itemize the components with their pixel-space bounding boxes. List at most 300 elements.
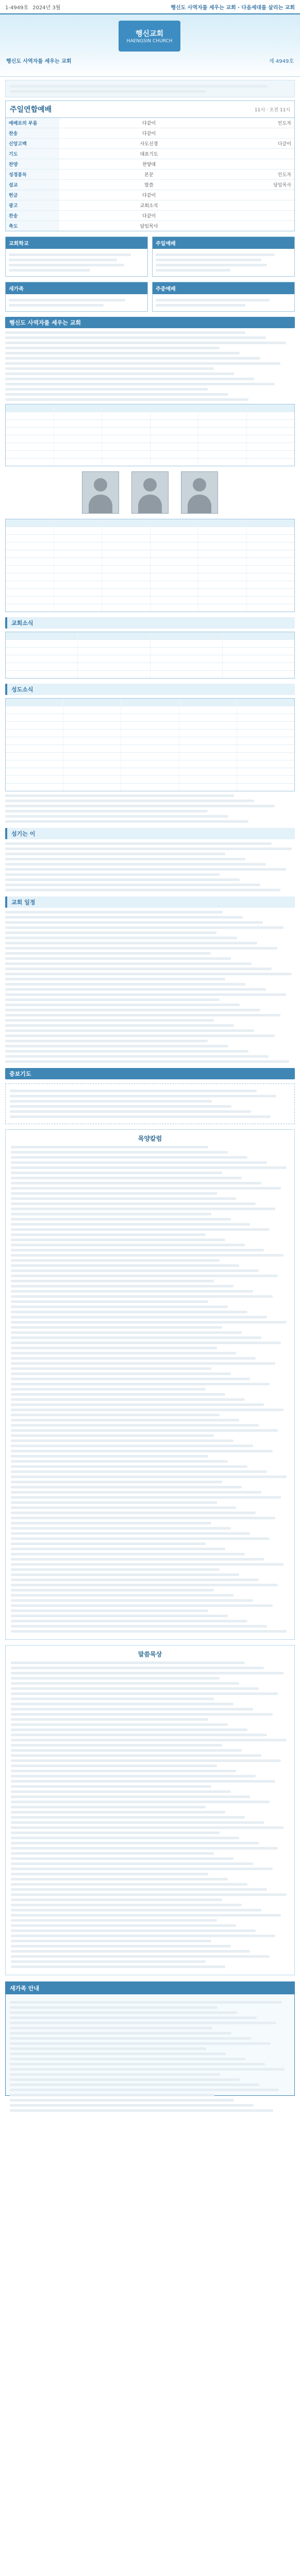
text-line xyxy=(10,2032,231,2035)
worship-row-who: 담임목사 xyxy=(273,183,291,188)
table-cell xyxy=(6,581,54,588)
table-row xyxy=(6,753,294,760)
text-line xyxy=(5,820,248,823)
text-line xyxy=(11,1857,234,1860)
worship-row-who xyxy=(239,159,294,169)
table-cell xyxy=(179,745,237,752)
table-cell xyxy=(6,451,54,458)
table-cell xyxy=(6,655,78,663)
table-cell xyxy=(6,706,63,714)
text-line xyxy=(11,1904,242,1906)
worship-row-label: 신앙고백 xyxy=(6,139,59,148)
table-row xyxy=(6,558,294,566)
table-row xyxy=(6,745,294,753)
text-line xyxy=(5,1035,275,1037)
table-cell xyxy=(78,663,150,670)
table-cell xyxy=(247,604,295,612)
table-cell xyxy=(237,784,294,791)
table-cell xyxy=(63,714,121,721)
table-cell xyxy=(198,581,247,588)
text-line xyxy=(10,2058,245,2060)
news-table xyxy=(5,632,295,679)
table-cell xyxy=(6,640,78,647)
table-cell xyxy=(223,648,294,655)
table-cell xyxy=(54,519,103,527)
table-cell xyxy=(151,558,199,565)
table-cell xyxy=(151,550,199,557)
members-table xyxy=(5,698,295,791)
table-cell xyxy=(54,527,103,534)
text-line xyxy=(10,2006,218,2009)
text-line xyxy=(10,2083,259,2086)
text-line xyxy=(11,1269,259,1272)
text-line xyxy=(11,1749,242,1752)
church-slogan: 행신도 사역자를 세우는 교회 · 다음세대를 살리는 교회 xyxy=(171,5,295,11)
table-cell xyxy=(6,671,78,678)
text-line xyxy=(11,1285,234,1287)
text-line xyxy=(5,794,234,797)
table-row xyxy=(6,566,294,573)
sunday-worship-title: 주일예배 xyxy=(153,237,294,249)
table-cell xyxy=(223,655,294,663)
table-cell xyxy=(78,632,150,639)
table-cell xyxy=(121,714,179,721)
table-cell xyxy=(54,404,103,412)
table-cell xyxy=(237,745,294,752)
table-cell xyxy=(54,451,103,458)
table-cell xyxy=(102,566,151,573)
table-cell xyxy=(247,581,295,588)
table-cell xyxy=(247,558,295,565)
text-line xyxy=(11,1378,250,1380)
text-line xyxy=(10,2022,276,2024)
worship-row-label: 찬양 xyxy=(6,159,59,169)
table-cell xyxy=(151,648,223,655)
text-line xyxy=(11,1161,267,1164)
text-line xyxy=(5,367,214,370)
members-text xyxy=(5,794,295,823)
text-line xyxy=(10,2063,265,2065)
text-line xyxy=(5,800,254,802)
text-line xyxy=(10,1100,212,1103)
text-line xyxy=(5,873,220,876)
table-cell xyxy=(54,573,103,581)
text-line xyxy=(11,1620,247,1622)
text-line xyxy=(11,1609,208,1612)
table-cell xyxy=(151,543,199,550)
text-line xyxy=(11,1672,284,1674)
text-line xyxy=(11,1770,236,1772)
text-line xyxy=(11,1393,225,1396)
text-line xyxy=(10,2073,220,2076)
table-cell xyxy=(102,604,151,612)
meditation-title: 말씀묵상 xyxy=(138,1651,162,1658)
text-line xyxy=(11,1832,220,1834)
table-cell xyxy=(6,784,63,791)
worship-row xyxy=(6,128,294,139)
text-line xyxy=(11,1965,225,1968)
table-cell xyxy=(237,730,294,737)
table-cell xyxy=(63,760,121,768)
table-cell xyxy=(121,776,179,783)
table-cell xyxy=(198,404,247,412)
text-line xyxy=(11,1280,214,1282)
schedule-section-title: 교회 일정 xyxy=(5,896,295,908)
text-line xyxy=(5,993,286,996)
text-line xyxy=(11,1553,245,1555)
text-line xyxy=(11,1801,270,1803)
text-line xyxy=(11,1739,287,1741)
table-cell xyxy=(54,589,103,596)
text-line xyxy=(5,815,228,818)
table-cell xyxy=(237,737,294,744)
text-line xyxy=(10,2099,234,2102)
text-line xyxy=(5,968,272,970)
worship-row-label: 광고 xyxy=(6,200,59,210)
table-cell xyxy=(54,550,103,557)
text-line xyxy=(11,1244,245,1246)
table-cell xyxy=(102,573,151,581)
table-cell xyxy=(198,443,247,450)
worship-row-value: 다같이 xyxy=(142,131,156,137)
text-line xyxy=(10,2042,271,2045)
table-cell xyxy=(151,459,199,466)
text-line xyxy=(10,2011,237,2014)
text-line xyxy=(11,1765,217,1767)
sunday-worship-box xyxy=(152,236,295,277)
text-line xyxy=(11,1878,228,1880)
table-cell xyxy=(102,527,151,534)
table-cell xyxy=(78,671,150,678)
table-cell xyxy=(151,573,199,581)
text-line xyxy=(11,1476,287,1478)
text-line xyxy=(11,1223,250,1226)
text-line xyxy=(5,931,216,934)
table-cell xyxy=(151,404,199,412)
text-line xyxy=(11,1192,217,1195)
table-cell xyxy=(102,443,151,450)
table-cell xyxy=(102,459,151,466)
text-line xyxy=(11,1899,222,1901)
issue-number: 1-4949호 xyxy=(5,5,29,11)
text-line xyxy=(11,1811,225,1814)
table-row xyxy=(6,722,294,730)
worship-row xyxy=(6,118,294,128)
table-cell xyxy=(198,519,247,527)
table-cell xyxy=(151,519,199,527)
table-cell xyxy=(6,776,63,783)
text-line xyxy=(11,1228,270,1231)
table-cell xyxy=(54,435,103,443)
worship-row-label: 찬송 xyxy=(6,211,59,221)
table-cell xyxy=(151,451,199,458)
text-line xyxy=(11,1434,214,1437)
text-line xyxy=(11,1512,256,1514)
worship-row-value: 교회소식 xyxy=(140,204,158,209)
text-line xyxy=(11,1785,211,1788)
worship-row-value: 사도신경 xyxy=(140,142,158,147)
text-line xyxy=(11,1439,234,1442)
text-line xyxy=(11,1233,206,1236)
text-line xyxy=(11,1914,281,1917)
issue-date: 2024년 3월 xyxy=(32,5,61,11)
table-cell xyxy=(6,519,54,527)
text-line xyxy=(11,1321,287,1324)
text-line xyxy=(11,1409,284,1411)
text-line xyxy=(10,2109,273,2112)
table-cell xyxy=(63,776,121,783)
table-cell xyxy=(54,604,103,612)
text-line xyxy=(5,1060,289,1063)
worship-row xyxy=(6,180,294,190)
text-line xyxy=(11,1290,253,1293)
text-line xyxy=(11,1506,236,1509)
text-line xyxy=(11,1517,275,1519)
text-line xyxy=(5,342,286,344)
table-header-row xyxy=(6,699,294,706)
text-line xyxy=(11,1537,270,1540)
news-section-title: 교회소식 xyxy=(5,617,295,629)
text-line xyxy=(10,1095,276,1097)
table-cell xyxy=(198,535,247,542)
text-line xyxy=(5,331,245,334)
text-line xyxy=(10,2089,279,2091)
table-cell xyxy=(121,737,179,744)
text-line xyxy=(11,1703,234,1705)
text-line xyxy=(11,1868,273,1870)
table-cell xyxy=(6,566,54,573)
table-cell xyxy=(6,527,54,534)
table-cell xyxy=(78,640,150,647)
text-line xyxy=(5,937,237,939)
table-cell xyxy=(237,768,294,775)
table-row xyxy=(6,459,294,466)
pastor-photo-3 xyxy=(181,471,218,514)
text-line xyxy=(10,2047,206,2050)
table-cell xyxy=(237,714,294,721)
text-line xyxy=(5,352,240,354)
table-cell xyxy=(78,655,150,663)
table-cell xyxy=(102,404,151,412)
worship-row xyxy=(6,159,294,170)
schedule-text xyxy=(5,911,295,1063)
table-cell xyxy=(6,443,54,450)
text-line xyxy=(5,1014,280,1016)
table-cell xyxy=(102,550,151,557)
table-cell xyxy=(247,535,295,542)
table-cell xyxy=(6,459,54,466)
text-line xyxy=(11,1543,206,1545)
text-line xyxy=(11,1208,275,1210)
table-cell xyxy=(151,535,199,542)
table-cell xyxy=(102,420,151,427)
table-cell xyxy=(198,451,247,458)
worship-row-value: 말씀 xyxy=(144,183,154,188)
text-line xyxy=(11,1481,222,1483)
text-line xyxy=(11,1342,281,1344)
text-line xyxy=(11,1888,267,1891)
table-row xyxy=(6,663,294,671)
table-cell xyxy=(247,404,295,412)
table-cell xyxy=(63,745,121,752)
table-cell xyxy=(102,519,151,527)
text-line xyxy=(5,393,228,396)
text-line xyxy=(11,1460,228,1463)
table-cell xyxy=(151,597,199,604)
text-line xyxy=(5,842,272,845)
table-cell xyxy=(6,420,54,427)
table-cell xyxy=(54,543,103,550)
text-line xyxy=(5,1029,254,1032)
table-cell xyxy=(198,589,247,596)
column-article xyxy=(5,1129,295,1640)
text-line xyxy=(5,1024,234,1027)
table-cell xyxy=(54,597,103,604)
table-cell xyxy=(6,597,54,604)
church-logo xyxy=(119,21,180,52)
worship-row-label: 헌금 xyxy=(6,190,59,200)
text-line xyxy=(11,1218,231,1221)
table-cell xyxy=(6,535,54,542)
text-line xyxy=(11,1790,231,1793)
prayer-section-title: 중보기도 xyxy=(5,1068,295,1079)
worship-row-value: 본문 xyxy=(144,173,154,178)
text-line xyxy=(5,921,263,924)
worship-row-value: 다같이 xyxy=(142,193,156,198)
table-cell xyxy=(63,730,121,737)
table-cell xyxy=(6,768,63,775)
text-line xyxy=(11,1744,222,1747)
text-line xyxy=(11,1558,264,1561)
text-line xyxy=(5,889,280,891)
text-line xyxy=(11,1146,208,1148)
table-row xyxy=(6,451,294,459)
text-line xyxy=(11,1826,284,1829)
table-cell xyxy=(151,581,199,588)
worship-row-who xyxy=(239,200,294,210)
banner-motto: 행신도 사역자를 세우는 교회 xyxy=(6,59,72,64)
table-cell xyxy=(121,722,179,729)
text-line xyxy=(11,1424,259,1427)
text-line xyxy=(11,1336,261,1339)
table-cell xyxy=(6,404,54,412)
table-cell xyxy=(237,699,294,706)
table-cell xyxy=(237,722,294,729)
text-line xyxy=(11,1594,234,1597)
text-line xyxy=(11,1677,220,1680)
worship-row-who xyxy=(239,211,294,221)
staff-table xyxy=(5,519,295,612)
worship-row xyxy=(6,200,294,211)
top-strip xyxy=(0,0,300,14)
text-line xyxy=(11,1589,214,1591)
table-cell xyxy=(6,753,63,760)
table-row xyxy=(6,597,294,604)
table-cell xyxy=(151,428,199,435)
table-cell xyxy=(6,412,54,419)
table-cell xyxy=(247,550,295,557)
text-line xyxy=(11,1630,287,1633)
table-cell xyxy=(179,706,237,714)
worship-row-who xyxy=(239,190,294,200)
table-row xyxy=(6,760,294,768)
table-cell xyxy=(247,589,295,596)
text-line xyxy=(11,1713,273,1716)
text-line xyxy=(5,926,284,929)
text-line xyxy=(5,858,245,860)
text-line xyxy=(5,372,234,375)
table-cell xyxy=(247,420,295,427)
table-cell xyxy=(179,776,237,783)
text-line xyxy=(11,1698,214,1700)
table-cell xyxy=(102,535,151,542)
table-cell xyxy=(6,543,54,550)
worship-row xyxy=(6,149,294,159)
text-line xyxy=(11,1403,264,1406)
text-line xyxy=(10,1105,231,1108)
table-cell xyxy=(237,776,294,783)
table-cell xyxy=(151,663,223,670)
table-cell xyxy=(78,648,150,655)
news2-section-title: 성도소식 xyxy=(5,684,295,695)
text-line xyxy=(5,1009,260,1011)
worship-title: 주일연합예배 xyxy=(10,106,52,114)
table-cell xyxy=(54,558,103,565)
text-line xyxy=(5,1004,240,1006)
table-cell xyxy=(102,451,151,458)
text-line xyxy=(10,2104,254,2107)
weekday-worship-title: 주중예배 xyxy=(153,282,294,294)
table-cell xyxy=(247,412,295,419)
table-row xyxy=(6,420,294,428)
table-row xyxy=(6,730,294,737)
table-cell xyxy=(6,737,63,744)
table-cell xyxy=(6,722,63,729)
table-cell xyxy=(198,543,247,550)
text-line xyxy=(10,1090,257,1092)
table-cell xyxy=(54,581,103,588)
worship-row-who: 인도자 xyxy=(277,173,291,178)
text-line xyxy=(11,1383,270,1385)
text-line xyxy=(5,1040,208,1042)
text-line xyxy=(5,848,292,850)
table-cell xyxy=(6,604,54,612)
text-line xyxy=(11,1847,278,1850)
table-cell xyxy=(6,730,63,737)
table-cell xyxy=(54,566,103,573)
table-cell xyxy=(179,784,237,791)
text-line xyxy=(11,1166,287,1169)
table-row xyxy=(6,573,294,581)
text-line xyxy=(11,1398,245,1401)
meditation-article xyxy=(5,1645,295,1975)
table-cell xyxy=(6,435,54,443)
table-header-row xyxy=(6,519,294,527)
text-line xyxy=(11,1935,275,1937)
table-cell xyxy=(6,760,63,768)
info-columns xyxy=(5,236,295,277)
table-cell xyxy=(151,566,199,573)
table-cell xyxy=(198,604,247,612)
text-line xyxy=(11,1573,239,1576)
table-cell xyxy=(102,435,151,443)
worship-row-label: 성경봉독 xyxy=(6,170,59,179)
text-line xyxy=(11,1331,242,1334)
table-row xyxy=(6,589,294,597)
text-line xyxy=(11,1372,231,1375)
logo-sub-text: HAENGSIN CHURCH xyxy=(126,39,173,44)
table-row xyxy=(6,443,294,451)
